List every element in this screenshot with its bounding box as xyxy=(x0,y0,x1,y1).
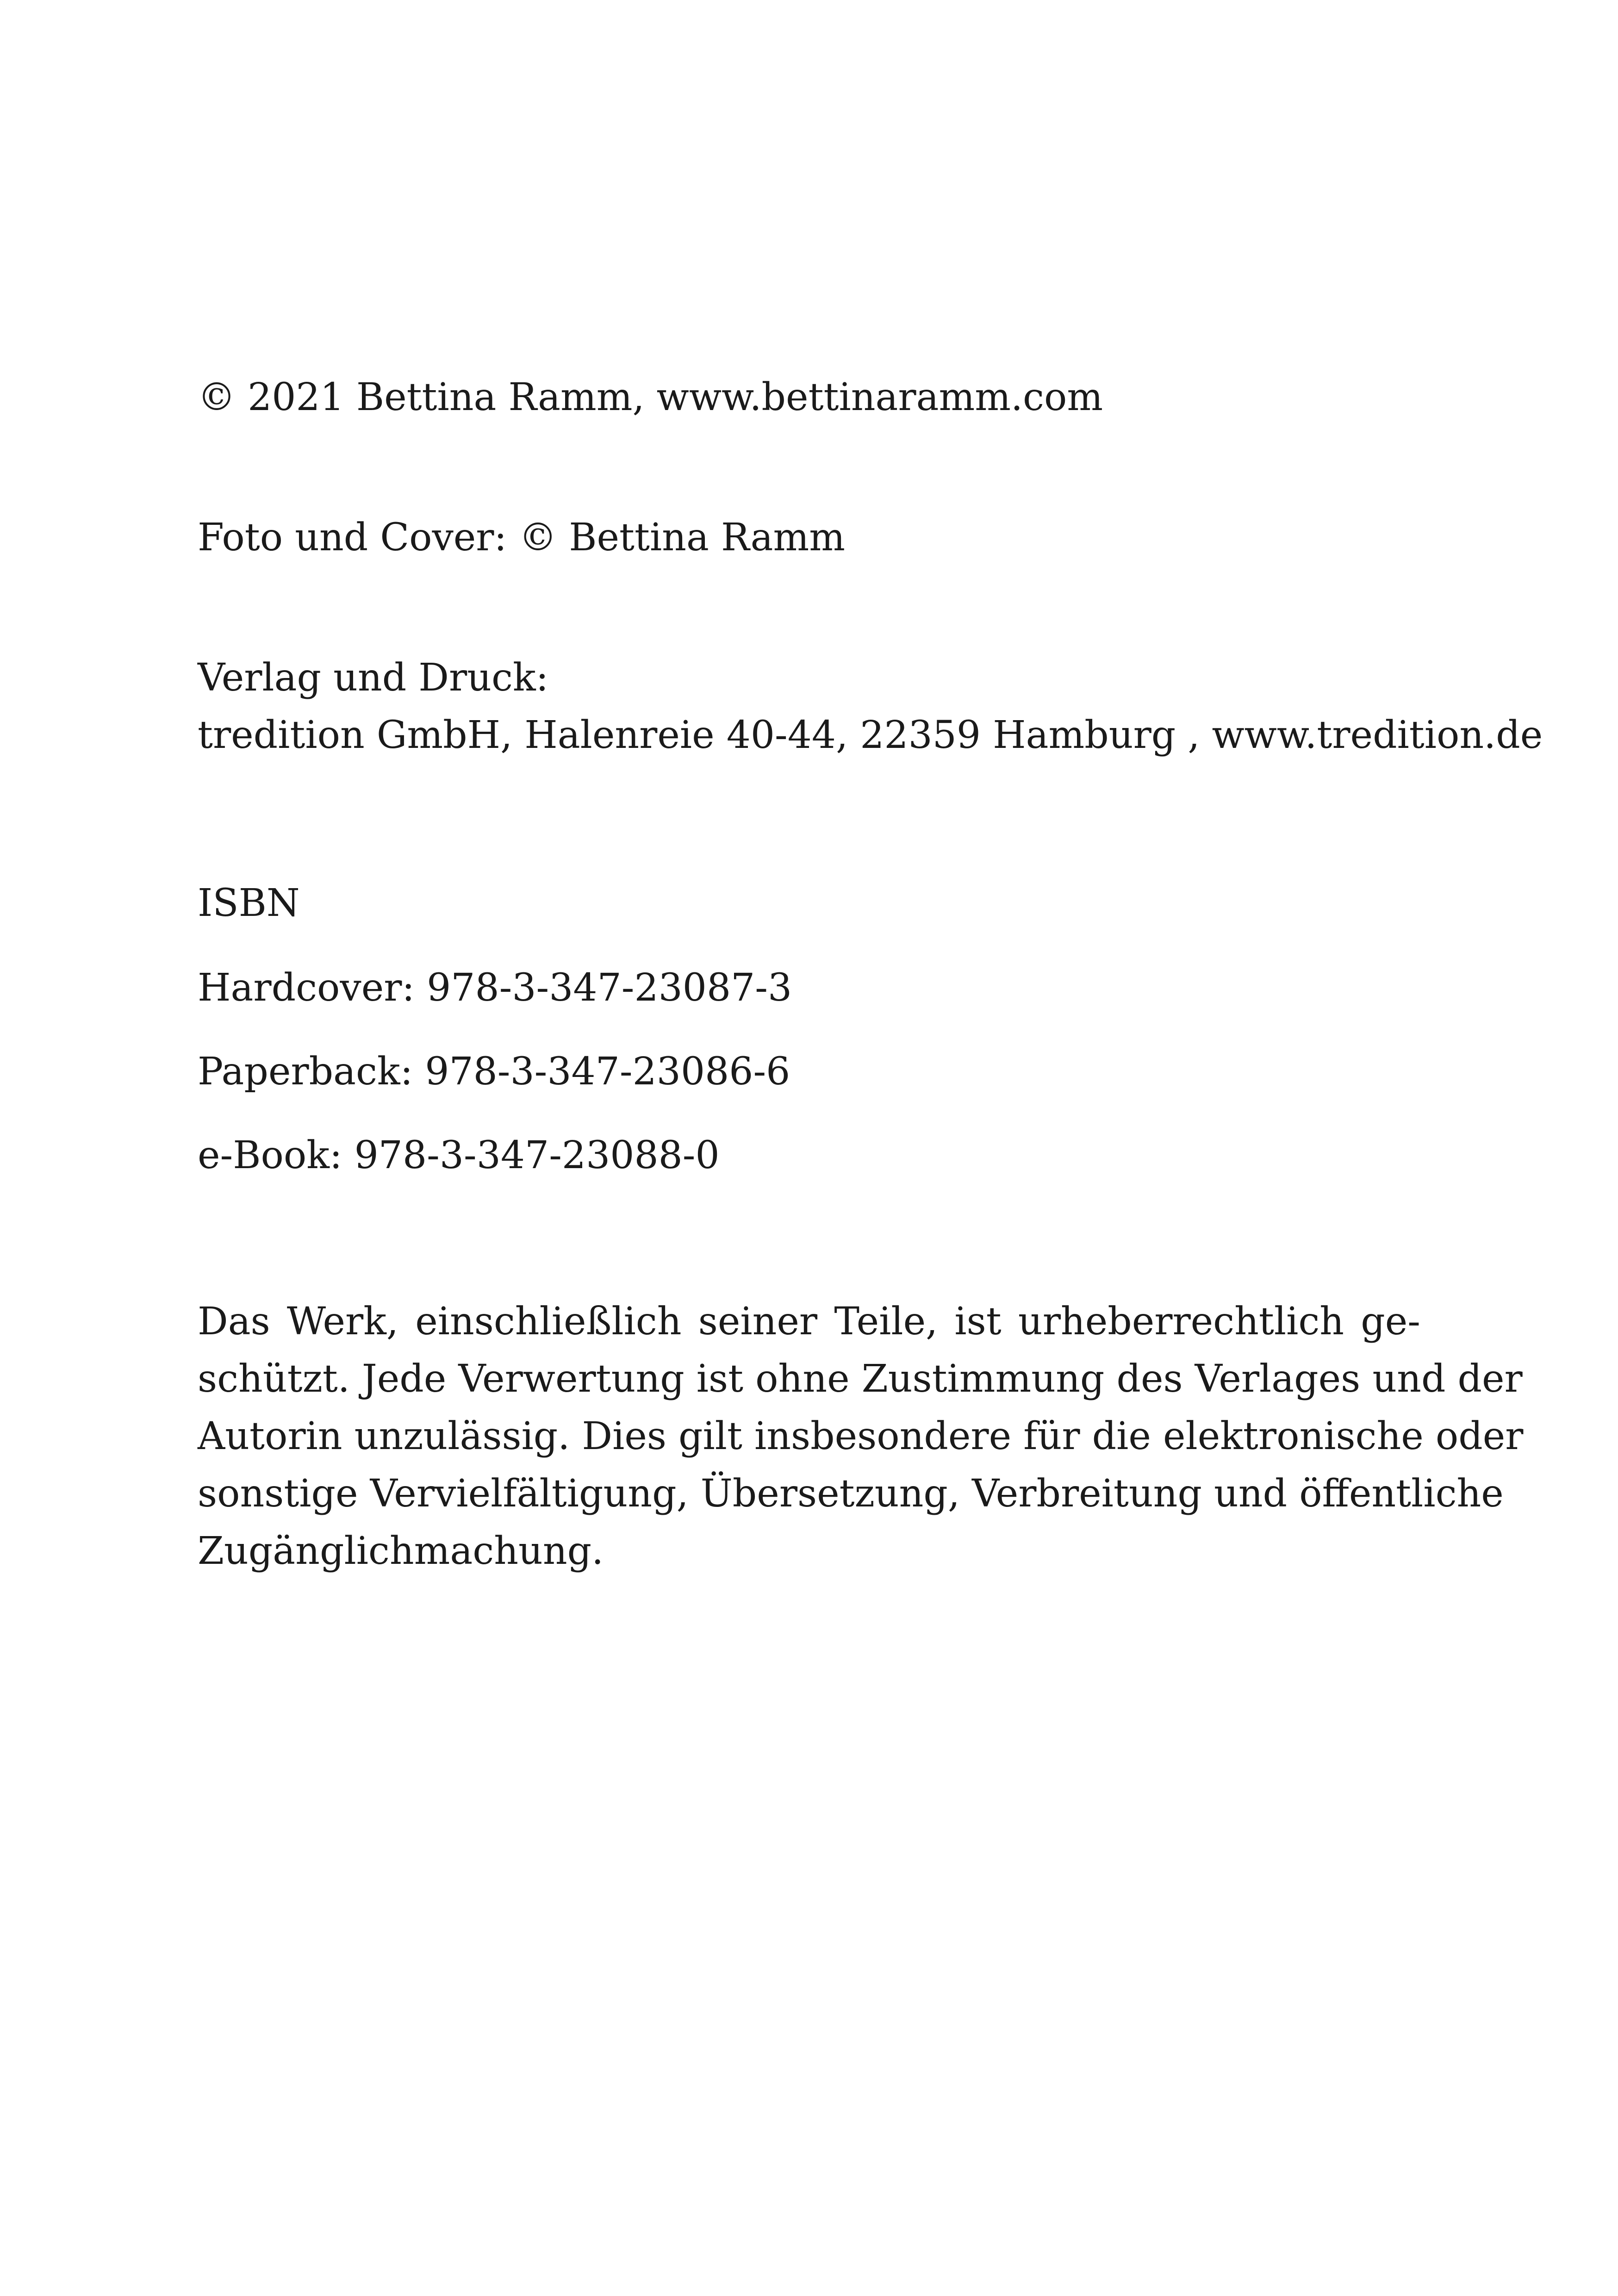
notice-word: Werk, xyxy=(286,1300,398,1344)
isbn-ebook: e-Book: 978-3-347-23088-0 xyxy=(198,1133,720,1177)
notice-line-2: schützt. Jede Verwertung ist ohne Zustimmung des Verlages und der xyxy=(198,1357,1523,1401)
notice-word: Das xyxy=(198,1300,270,1344)
notice-line-4: sonstige Vervielfältigung, Übersetzung, Verbreitung und öffentliche xyxy=(198,1472,1504,1516)
notice-word: ge- xyxy=(1361,1300,1420,1344)
isbn-hardcover: Hardcover: 978-3-347-23087-3 xyxy=(198,966,792,1010)
copyright-line: © 2021 Bettina Ramm, www.bettinaramm.com xyxy=(198,375,1103,419)
copyright-notice xyxy=(198,1293,1524,1580)
notice-word: Teile, xyxy=(834,1300,938,1344)
isbn-paperback: Paperback: 978-3-347-23086-6 xyxy=(198,1050,790,1094)
publisher-heading: Verlag und Druck: xyxy=(198,656,549,700)
notice-line-3: Autorin unzulässig. Dies gilt insbesondere für die elektronische oder xyxy=(198,1414,1524,1458)
notice-line-1 xyxy=(198,1293,1420,1350)
notice-word: seiner xyxy=(698,1300,818,1344)
isbn-heading: ISBN xyxy=(198,881,300,925)
notice-word: urheberrechtlich xyxy=(1018,1300,1344,1344)
notice-line-5: Zugänglichmachung. xyxy=(198,1529,604,1573)
publisher-address: tredition GmbH, Halenreie 40-44, 22359 Hamburg , www.tredition.de xyxy=(198,713,1543,757)
notice-word: einschließlich xyxy=(415,1300,682,1344)
photo-cover-credit: Foto und Cover: © Bettina Ramm xyxy=(198,516,845,560)
notice-word: ist xyxy=(954,1300,1002,1344)
